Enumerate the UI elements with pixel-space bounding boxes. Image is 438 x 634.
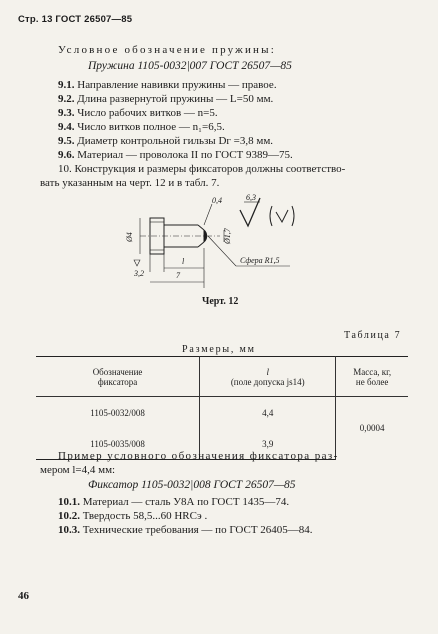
table-row	[36, 397, 408, 429]
table-header-row	[36, 357, 408, 397]
page-header: Стр. 13 ГОСТ 26507—85	[18, 14, 133, 25]
table-subtitle: Размеры, мм	[182, 344, 256, 355]
dim-tip-diameter: Ø1,7	[223, 228, 232, 244]
column-header: Масса, кг, не более	[336, 357, 408, 397]
cell-designation: 1105-0032/008	[36, 397, 200, 429]
column-header: l (поле допуска js14)	[200, 357, 336, 397]
spring-designation: Пружина 1105-0032|007 ГОСТ 26507—85	[88, 60, 292, 72]
sphere-label: Сфера R1,5	[240, 256, 280, 265]
roughness-paren-symbol	[276, 210, 288, 222]
fixator-example-line1: Пример условного обозначения фиксатора раз-	[58, 450, 339, 462]
spring-item: 9.3. Число рабочих витков — n=5.	[58, 107, 218, 119]
dim-7: 7	[176, 271, 180, 280]
dim-3-2: 3,2	[134, 269, 144, 278]
fixator-item: 10.1. Материал — сталь У8А по ГОСТ 1435—74.	[58, 496, 290, 508]
cell-l: 3,9	[200, 428, 336, 460]
fixator-drawing	[120, 190, 320, 298]
column-header: Обозначение фиксатора	[36, 357, 200, 397]
fixator-item: 10.3. Технические требования — по ГОСТ 26405—84.	[58, 524, 313, 536]
cell-mass: 0,0004	[336, 397, 408, 460]
spring-item-10-line2: вать указанным на черт. 12 и в табл. 7.	[40, 177, 220, 189]
page-number: 46	[18, 590, 29, 602]
fixator-example-line2: мером l=4,4 мм:	[40, 464, 116, 476]
fixator-designation: Фиксатор 1105-0032|008 ГОСТ 26507—85	[88, 479, 296, 491]
dim-l: l	[182, 257, 185, 266]
spring-item: 9.1. Направление навивки пружины — правое.	[58, 79, 277, 91]
spring-item: 9.2. Длина развернутой пружины — L=50 мм.	[58, 93, 274, 105]
roughness-value: 6,3	[246, 193, 256, 202]
drawing-caption: Черт. 12	[202, 296, 239, 307]
spring-item: 9.4. Число витков полное — n₁=6,5.	[58, 121, 225, 133]
fixator-item: 10.2. Твердость 58,5...60 HRCэ .	[58, 510, 208, 522]
dim-head-diameter: Ø4	[125, 232, 134, 242]
spring-item: 9.5. Диаметр контрольной гильзы Dг =3,8 мм.	[58, 135, 274, 147]
spring-item: 9.6. Материал — проволока II по ГОСТ 9389—75.	[58, 149, 293, 161]
cell-designation: 1105-0035/008	[36, 428, 200, 460]
sizes-table	[36, 356, 408, 460]
dim-0-4: 0,4	[212, 196, 222, 205]
table-title: Таблица 7	[344, 330, 402, 341]
spring-heading: Условное обозначение пружины:	[58, 44, 276, 56]
spring-item-10-line1: 10. Конструкция и размеры фиксаторов должны соответство-	[58, 163, 346, 175]
cell-l: 4,4	[200, 397, 336, 429]
